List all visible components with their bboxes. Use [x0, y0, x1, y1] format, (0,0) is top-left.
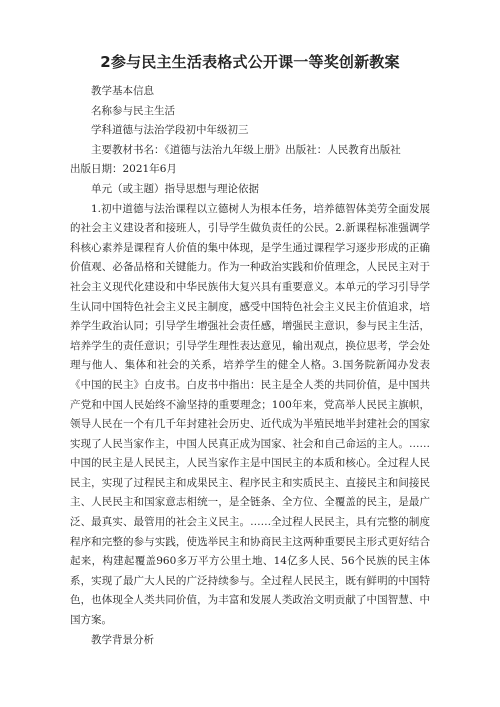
teaching-background-heading: 教学背景分析 [91, 633, 154, 646]
guiding-theory-heading: 单元（或主题）指导思想与理论依据 [91, 182, 259, 195]
publish-date-line: 出版日期：2021年6月 [70, 163, 177, 176]
document-title: 2参与民主生活表格式公开课一等奖创新教案 [100, 53, 400, 71]
subject-grade-line: 学科道德与法治学段初中年级初三 [91, 124, 249, 137]
textbook-line: 主要教材书名：《道德与法治九年级上册》出版社：人民教育出版社 [91, 143, 401, 156]
course-name-line: 名称参与民主生活 [91, 104, 175, 117]
guiding-theory-body: 1.初中道德与法治课程以立德树人为根本任务，培养德智体美劳全面发展的社会主义建设者和接班人，引导学生做负责任的公民。2.新课程标准强调学科核心素养是课程育人价值的集中体现，是学生通过课程学习逐步形成的正确价值观、必备品格和关键能力。作为一种政治实践和价值理念，人民民主对于社会主义现代化建设和中华民族伟大复兴具有重要意义。本单元的学习引导学生认同中国特色社会主义民主制度，感受中国特色社会主义民主价值追求，培养学生政治认同；引导学生增强社会责任感，增强民主意识，参与民主生活，培养学生的责任意识；引导学生理性表达意见，输出观点，换位思考，学会处理与他人、集体和社会的关系，培养学生的健全人格。3.国务院新闻办发表《中国的民主》白皮书。白皮书中指出：民主是全人类的共同价值，是中国共产党和中国人民始终不渝坚持的重要理念；100年来，党高举人民民主旗帜，领导人民在一个有几千年封建社会历史、近代成为半殖民地半封建社会的国家实现了人民当家作主，中国人民真正成为国家、社会和自己命运的主人。……中国的民主是人民民主，人民当家作主是中国民主的本质和核心。全过程人民民主，实现了过程民主和成果民主、程序民主和实质民主、直接民主和间接民主、人民民主和国家意志相统一，是全链条、全方位、全覆盖的民主，是最广泛、最真实、最管用的社会主义民主。……全过程人民民主，具有完整的制度程序和完整的参与实践，使选举民主和协商民主这两种重要民主形式更好结合起来，构建起覆盖960多万平方公里土地、14亿多人民、56个民族的民主体系，实现了最广大人民的广泛持续参与。全过程人民民主，既有鲜明的中国特色，也体现全人类共同价值，为丰富和发展人类政治文明贡献了中国智慧、中国方案。 [70, 202, 430, 627]
basic-info-heading: 教学基本信息 [91, 85, 154, 97]
